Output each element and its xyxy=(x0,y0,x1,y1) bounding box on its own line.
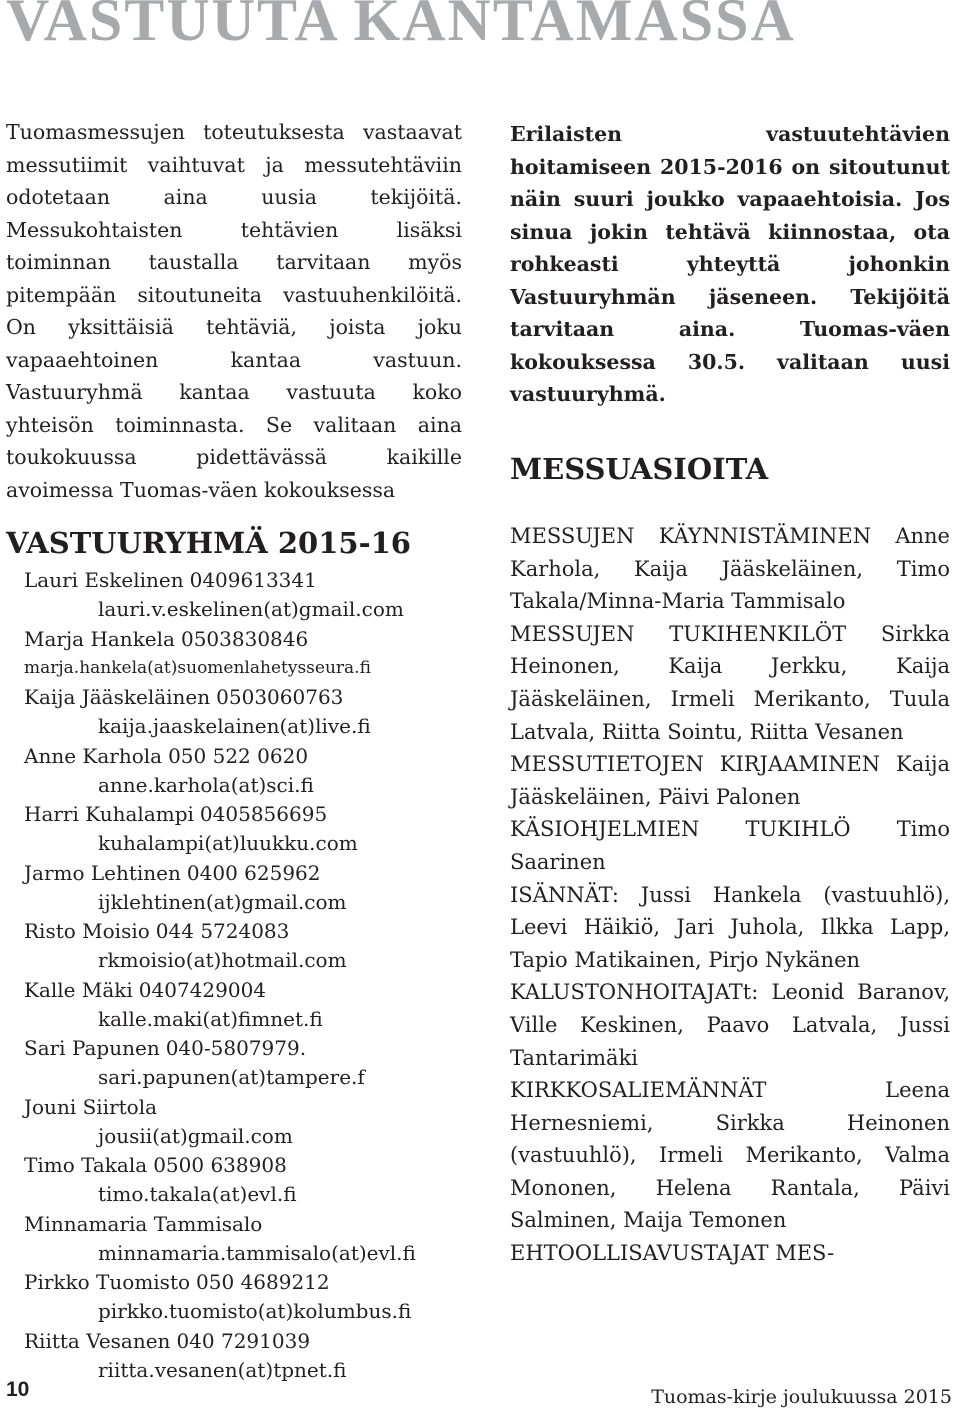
member-entry xyxy=(24,800,460,859)
duty-entry xyxy=(510,1237,950,1270)
member-name: Kaija Jääskeläinen xyxy=(24,685,211,709)
member-phone: 0503060763 xyxy=(216,685,344,709)
member-phone: 044 5724083 xyxy=(155,919,290,943)
duty-title: KIRKKOSALIEMÄNNÄT xyxy=(510,1078,767,1103)
member-name: Minnamaria Tammisalo xyxy=(24,1211,263,1236)
member-entry xyxy=(24,683,460,742)
member-name: Riitta Vesanen xyxy=(24,1328,171,1353)
duty-title: EHTOOLLISAVUSTAJAT xyxy=(510,1241,769,1266)
member-phone: 0407429004 xyxy=(138,977,267,1002)
footer-publication-note: Tuomas-kirje joulukuussa 2015 xyxy=(651,1386,952,1408)
member-email: sari.papunen(at)tampere.f xyxy=(98,1065,365,1089)
member-name: Harri Kuhalampi xyxy=(24,802,194,826)
page-number: 10 xyxy=(6,1378,30,1401)
duty-people: MES- xyxy=(775,1241,835,1266)
member-entry xyxy=(24,1034,460,1093)
duty-people: Timo Saarinen xyxy=(510,817,950,874)
intro-left-column xyxy=(6,116,462,506)
duty-title: ISÄNNÄT: xyxy=(510,882,619,907)
member-phone: 050 4689212 xyxy=(196,1270,330,1294)
member-name: Jarmo Lehtinen xyxy=(24,860,181,885)
member-entry xyxy=(24,1268,460,1327)
member-name: Sari Papunen xyxy=(24,1036,160,1060)
volunteer-call-paragraph: Erilaisten vastuutehtävien hoitamiseen 2015-2016 on sitoutunut näin suuri joukko vapaaehtoisia. Jos sinua jokin tehtävä kiinnostaa, ota rohkeasti yhteyttä johonkin Vastuuryhmän jäseneen. Tekijöitä tarvitaan aina. Tuomas-väen kokouksessa 30.5. valitaan uusi vastuuryhmä. xyxy=(510,122,950,406)
member-email: ijklehtinen(at)gmail.com xyxy=(98,889,347,914)
member-entry xyxy=(24,1151,460,1210)
duty-entry xyxy=(510,520,950,618)
member-email: kaija.jaaskelainen(at)live.fi xyxy=(98,714,371,738)
member-email: marja.hankela(at)suomenlahetysseura.fi xyxy=(24,657,371,678)
member-name: Risto Moisio xyxy=(24,919,150,943)
intro-right-column xyxy=(510,118,950,411)
messuasioita-duty-list xyxy=(510,520,950,1270)
member-name: Pirkko Tuomisto xyxy=(24,1270,191,1294)
member-phone: 0409613341 xyxy=(189,568,317,592)
vastuuryhma-heading: VASTUURYHMÄ 2015-16 xyxy=(6,526,411,560)
member-entry xyxy=(24,859,460,918)
duty-title: MESSUJEN TUKIHENKILÖT xyxy=(510,621,847,646)
member-email: lauri.v.eskelinen(at)gmail.com xyxy=(98,597,404,621)
duty-entry xyxy=(510,618,950,748)
member-name: Marja Hankela xyxy=(24,626,175,651)
member-entry xyxy=(24,917,460,976)
member-phone: 040-5807979. xyxy=(165,1036,307,1060)
member-email: minnamaria.tammisalo(at)evl.fi xyxy=(98,1240,416,1265)
duty-title: KÄSIOHJELMIEN TUKIHLÖ xyxy=(510,817,851,842)
member-email: timo.takala(at)evl.fi xyxy=(98,1182,297,1206)
duty-title: MESSUTIETOJEN KIRJAAMINEN xyxy=(510,752,881,777)
page-title: VASTUUTA KANTAMASSA xyxy=(6,0,796,53)
member-name: Lauri Eskelinen xyxy=(24,568,184,592)
member-name: Timo Takala xyxy=(24,1153,148,1177)
duty-people: Kaija Jääskeläinen, Päivi Palonen xyxy=(510,752,950,809)
member-entry xyxy=(24,1327,460,1386)
intro-paragraph: Tuomasmessujen toteutuksesta vastaavat messutiimit vaihtuvat ja messutehtäviin odotetaan aina uusia tekijöitä. Messukohtaisten tehtävien lisäksi toiminnan taustalla tarvitaan myös pitempään sitoutuneita vastuuhenkilöitä. On yksittäisiä tehtäviä, joista joku vapaaehtoinen kantaa vastuun. Vastuuryhmä kantaa vastuuta koko yhteisön toiminnasta. Se valitaan aina toukokuussa pidettävässä kaikille avoimessa Tuomas-väen kokouksessa xyxy=(6,120,462,502)
member-entry xyxy=(24,1093,460,1152)
member-name: Anne Karhola xyxy=(24,743,163,768)
member-email: pirkko.tuomisto(at)kolumbus.fi xyxy=(98,1299,412,1323)
duty-people: Leena Hernesniemi, Sirkka Heinonen (vastuuhlö), Irmeli Merikanto, Valma Mononen, Helena Rantala, Päivi Salminen, Maija Temonen xyxy=(510,1078,950,1233)
duty-title: KALUSTONHOITAJATt: xyxy=(510,980,759,1005)
member-email: kalle.maki(at)fimnet.fi xyxy=(98,1006,323,1031)
member-phone: 050 522 0620 xyxy=(168,743,309,768)
member-email: kuhalampi(at)luukku.com xyxy=(98,831,358,855)
member-phone: 040 7291039 xyxy=(176,1328,311,1353)
member-entry xyxy=(24,625,460,684)
member-email: riitta.vesanen(at)tpnet.fi xyxy=(98,1357,347,1382)
member-email: anne.karhola(at)sci.fi xyxy=(98,772,314,797)
member-phone: 0405856695 xyxy=(199,802,328,826)
member-entry xyxy=(24,566,460,625)
member-email: jousii(at)gmail.com xyxy=(98,1123,293,1148)
duty-entry xyxy=(510,748,950,813)
member-entry xyxy=(24,742,460,801)
member-entry xyxy=(24,976,460,1035)
duty-entry xyxy=(510,976,950,1074)
duty-people: Anne Karhola, Kaija Jääskeläinen, Timo Takala/Minna-Maria Tammisalo xyxy=(510,524,950,614)
vastuuryhma-member-list xyxy=(24,566,460,1385)
duty-entry xyxy=(510,1074,950,1237)
member-phone: 0400 625962 xyxy=(186,860,321,885)
duty-entry xyxy=(510,879,950,977)
member-name: Kalle Mäki xyxy=(24,977,133,1002)
member-name: Jouni Siirtola xyxy=(24,1094,158,1119)
duty-people: Sirkka Heinonen, Kaija Jerkku, Kaija Jääskeläinen, Irmeli Merikanto, Tuula Latvala, Riitta Sointu, Riitta Vesanen xyxy=(510,621,950,744)
member-entry xyxy=(24,1210,460,1269)
duty-people: Leonid Baranov, Ville Keskinen, Paavo Latvala, Jussi Tantarimäki xyxy=(510,980,950,1070)
member-phone: 0503830846 xyxy=(180,626,309,651)
duty-title: MESSUJEN KÄYNNISTÄMINEN xyxy=(510,524,872,548)
member-phone: 0500 638908 xyxy=(153,1153,287,1177)
duty-entry xyxy=(510,813,950,878)
messuasioita-heading: MESSUASIOITA xyxy=(510,452,769,486)
duty-people: Jussi Hankela (vastuuhlö), Leevi Häikiö, Jari Juhola, Ilkka Lapp, Tapio Matikainen, Pirjo Nykänen xyxy=(510,882,950,972)
member-email: rkmoisio(at)hotmail.com xyxy=(98,948,347,972)
